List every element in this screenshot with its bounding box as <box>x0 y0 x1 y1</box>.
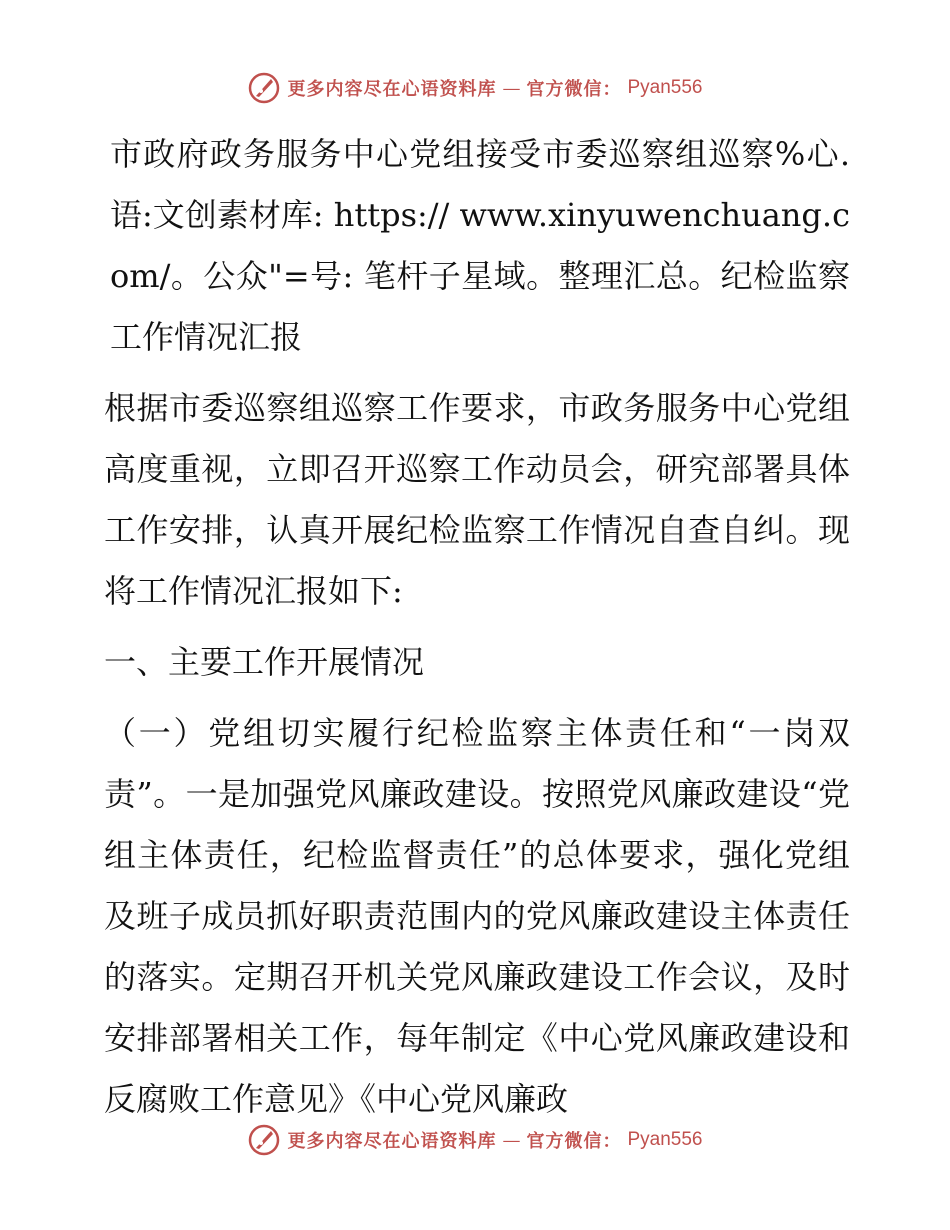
wechat-label: 官方微信： <box>526 1131 622 1152</box>
document-body <box>98 124 850 1130</box>
promo-text: 更多内容尽在心语资料库 <box>287 1131 497 1152</box>
dash-separator: — <box>502 77 521 99</box>
quill-logo-icon <box>247 1123 281 1157</box>
wechat-id: Pyan556 <box>627 77 703 98</box>
document-title: 市政府政务服务中心党组接受市委巡察组巡察%心.语:文创素材库: https:// www.xinyuwenchuang.com/。公众"=号: 笔杆子星域。整理汇总。纪检监察工作情况汇报 <box>110 135 850 356</box>
header-watermark <box>0 68 950 108</box>
dash-separator: — <box>502 1129 521 1151</box>
quill-logo-icon <box>247 71 281 105</box>
intro-paragraph: 根据市委巡察组巡察工作要求，市政务服务中心党组高度重视，立即召开巡察工作动员会，研究部署具体工作安排，认真开展纪检监察工作情况自查自纠。现将工作情况汇报如下: <box>104 389 850 610</box>
footer-watermark <box>0 1120 950 1160</box>
wechat-label: 官方微信： <box>526 79 622 100</box>
section-heading: 一、主要工作开展情况 <box>104 643 425 681</box>
promo-text: 更多内容尽在心语资料库 <box>287 79 497 100</box>
subsection-paragraph: （一）党组切实履行纪检监察主体责任和“一岗双责”。一是加强党风廉政建设。按照党风廉政建设“党组主体责任，纪检监督责任”的总体要求，强化党组及班子成员抓好职责范围内的党风廉政建设主体责任的落实。定期召开机关党风廉政建设工作会议，及时安排部署相关工作，每年制定《中心党风廉政建设和反腐败工作意见》《中心党风廉政 <box>104 714 850 1118</box>
wechat-id: Pyan556 <box>627 1129 703 1150</box>
